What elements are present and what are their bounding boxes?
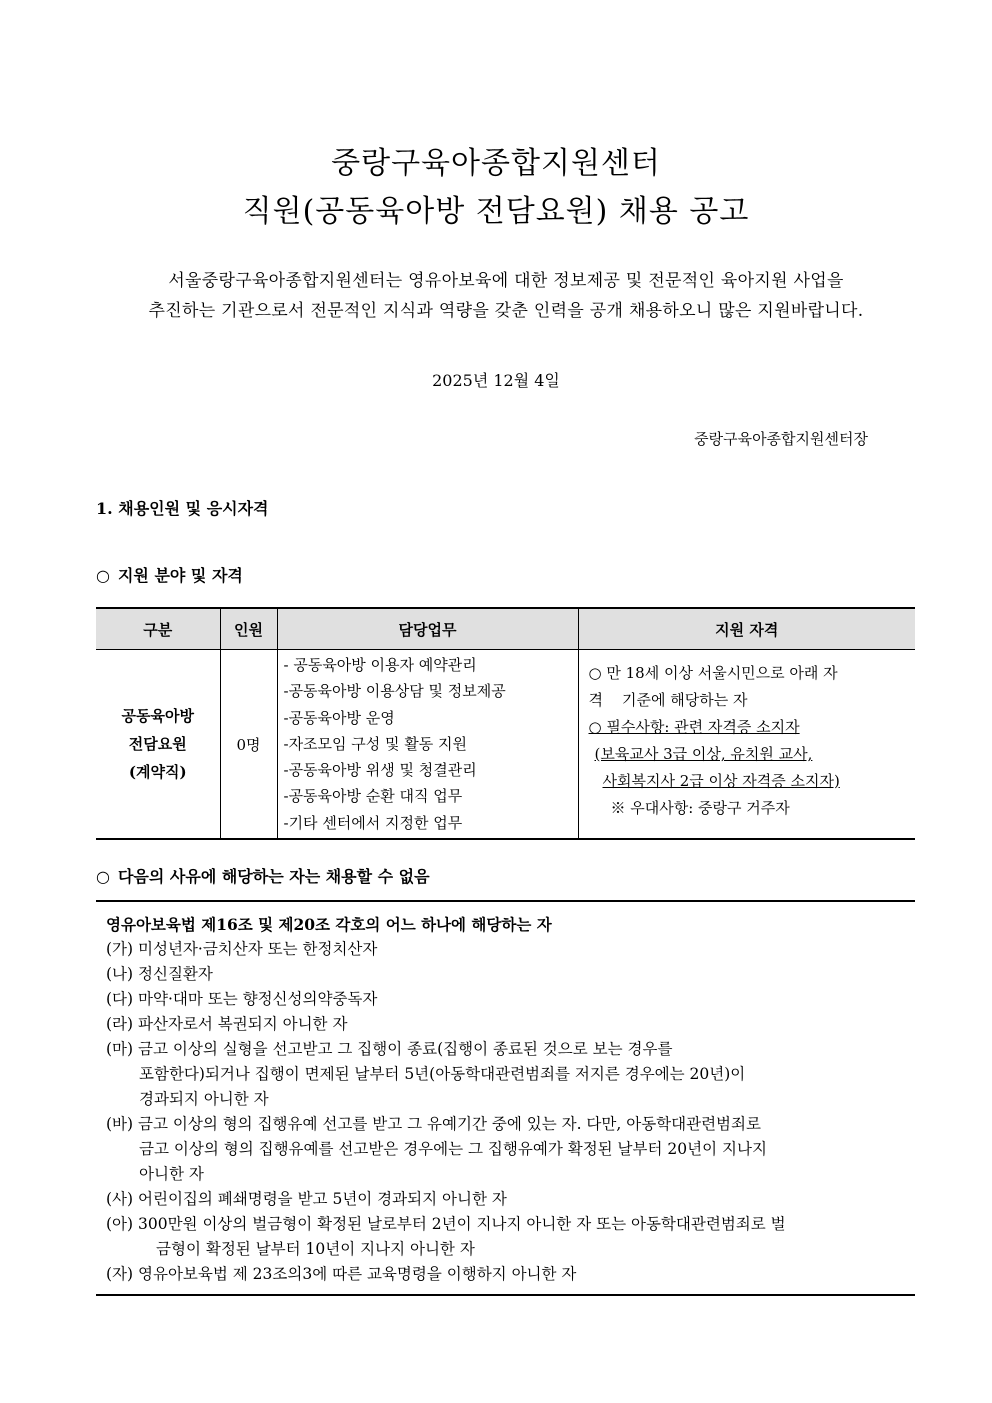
headcount-cell: 0명 [220,650,277,840]
column-header: 구분 [96,608,220,650]
qualification-line-wrap [589,741,906,768]
subsection-heading [96,864,430,887]
list-item: (가) 미성년자·금치산자 또는 한정치산자 [106,940,378,958]
disqualification-box [96,900,915,1296]
subsection-heading [96,563,243,586]
disqualification-heading: 영유아보육법 제16조 및 제20조 각호의 어느 하나에 해당하는 자 [106,915,552,934]
preferred-qualification: ※ 우대사항: 중랑구 거주자 [610,799,790,817]
list-item: (자) 영유아보육법 제 23조의3에 따른 교육명령을 이행하지 아니한 자 [106,1265,577,1283]
list-item: (사) 어린이집의 폐쇄명령을 받고 5년이 경과되지 아니한 자 [106,1190,507,1208]
column-header: 인원 [220,608,277,650]
qualification-line: ○ 필수사항: 관련 자격증 소지자 [588,718,800,736]
signer: 중랑구육아종합지원센터장 [694,430,868,448]
subsection-title: 지원 분야 및 자격 [117,566,243,585]
qualification-line: ○ 만 18세 이상 서울시민으로 아래 자 [588,664,838,682]
list-item: (다) 마약·대마 또는 향정신성의약중독자 [106,990,378,1008]
category-line: (계약직) [128,763,187,782]
duty-item: -공동육아방 운영 [283,708,395,727]
table-header-row [96,608,915,650]
circle-bullet-icon: ○ [96,867,110,886]
qualification-line: (보육교사 3급 이상, 유치원 교사, [594,745,813,763]
intro-paragraph [96,266,916,326]
list-item-continuation: 경과되지 아니한 자 [139,1090,269,1108]
announcement-date: 2025년 12월 4일 [432,371,560,390]
qualification-cell [578,650,915,840]
circle-bullet-icon: ○ [96,566,110,585]
duties-cell [277,650,578,840]
list-item: (아) 300만원 이상의 벌금형이 확정된 날로부터 2년이 지나지 아니한 자 또는 아동학대관련범죄로 벌 [106,1215,786,1233]
section-heading: 1. 채용인원 및 응시자격 [96,499,269,518]
qualification-line: 격 기준에 해당하는 자 [588,691,748,709]
duty-item: -자조모임 구성 및 활동 지원 [283,734,468,753]
duty-item: - 공동육아방 이용자 예약관리 [283,656,477,674]
category-line: 전담요원 [128,735,187,754]
qualification-line: 사회복지사 2급 이상 자격증 소지자) [602,772,840,790]
intro-line: 서울중랑구육아종합지원센터는 영유아보육에 대한 정보제공 및 전문적인 육아지원 사업을 [168,271,844,291]
intro-line: 추진하는 기관으로서 전문적인 지식과 역량을 갖춘 인력을 공개 채용하오니 많은 지원바랍니다. [148,301,864,321]
list-item-continuation: 금고 이상의 형의 집행유예를 선고받은 경우에는 그 집행유예가 확정된 날부터 20년이 지나지 [139,1140,767,1158]
list-item: (나) 정신질환자 [106,965,213,983]
duty-item: -공동육아방 이용상담 및 정보제공 [283,682,506,701]
list-item: (마) 금고 이상의 실형을 선고받고 그 집행이 종료(집행이 종료된 것으로 보는 경우를 [106,1040,673,1058]
page-subtitle: 직원(공동육아방 전담요원) 채용 공고 [242,194,750,229]
column-header: 담당업무 [277,608,578,650]
column-header: 지원 자격 [578,608,915,650]
category-line: 공동육아방 [121,707,194,726]
duty-item: -공동육아방 위생 및 청결관리 [283,761,477,780]
required-qualification [589,714,906,741]
list-item-continuation: 아니한 자 [139,1165,204,1183]
list-item: (라) 파산자로서 복권되지 아니한 자 [106,1015,348,1033]
qualification-table [96,607,915,840]
page-title: 중랑구육아종합지원센터 [331,146,661,181]
list-item-continuation: 포함한다)되거나 집행이 면제된 날부터 5년(아동학대관련범죄를 저지른 경우에는 20년)이 [139,1065,746,1083]
table-row [96,650,915,840]
subsection-title: 다음의 사유에 해당하는 자는 채용할 수 없음 [117,867,430,886]
duty-item: -공동육아방 순환 대직 업무 [283,787,463,806]
category-cell [96,650,220,840]
duty-item: -기타 센터에서 지정한 업무 [283,813,463,832]
list-item: (바) 금고 이상의 형의 집행유예 선고를 받고 그 유예기간 중에 있는 자. 다만, 아동학대관련범죄로 [106,1115,761,1133]
list-item-continuation: 금형이 확정된 날부터 10년이 지나지 아니한 자 [156,1240,475,1258]
qualification-line-wrap [589,768,906,795]
